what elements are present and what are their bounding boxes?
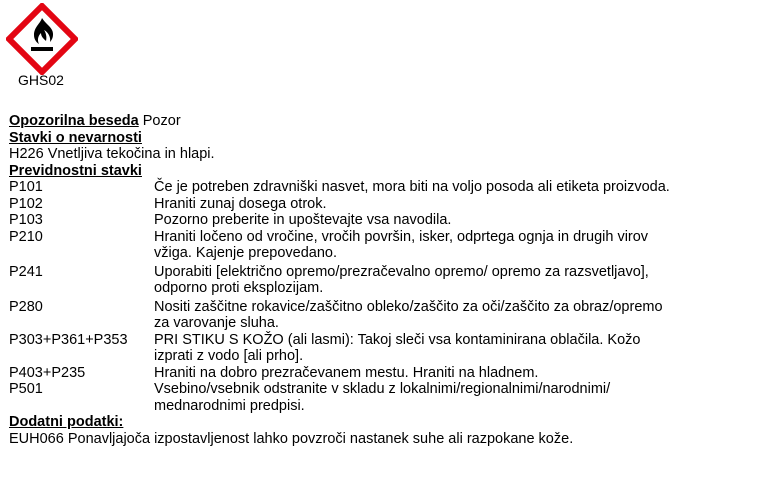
precautionary-code: P403+P235: [9, 364, 86, 381]
precautionary-text-line: odporno proti eksplozijam.: [154, 280, 324, 296]
precautionary-text-line: mednarodnimi predpisi.: [154, 397, 305, 414]
precautionary-code: P241: [9, 263, 43, 280]
precautionary-code: P102: [9, 195, 43, 212]
precautionary-text-line: vžiga. Kajenje prepovedano.: [154, 245, 337, 261]
precautionary-text-line: Uporabiti [električno opremo/prezračevalno opremo/ opremo za razsvetljavo],: [154, 263, 649, 280]
precautionary-code: P280: [9, 298, 43, 315]
precautionary-text: [154, 179, 757, 196]
precautionary-text: [154, 196, 757, 213]
precautionary-text-line: Hraniti ločeno od vročine, vročih površin, isker, odprtega ognja in drugih virov: [154, 228, 649, 245]
precautionary-item: [9, 381, 757, 414]
precautionary-item: [9, 212, 757, 229]
ghs02-pictogram: [6, 3, 78, 75]
precautionary-list: [9, 179, 757, 414]
precautionary-item: [9, 179, 757, 196]
signal-word-label: Opozorilna beseda: [9, 113, 139, 129]
precautionary-item: [9, 299, 757, 332]
flame-icon: [6, 3, 78, 75]
precautionary-text: [154, 264, 757, 297]
precautionary-text: [154, 381, 757, 414]
pictogram-code: GHS02: [18, 72, 64, 88]
precautionary-text-line: Hraniti zunaj dosega otrok.: [154, 195, 327, 212]
label-content: [9, 113, 757, 447]
precautionary-text: [154, 212, 757, 229]
precautionary-text-line: Pozorno preberite in upoštevajte vsa navodila.: [154, 212, 452, 228]
hazard-statement: H226 Vnetljiva tekočina in hlapi.: [9, 146, 215, 162]
signal-word-value: Pozor: [142, 113, 181, 129]
precautionary-text-line: Nositi zaščitne rokavice/zaščitno obleko/zaščito za oči/zaščito za obraz/opremo: [154, 298, 663, 315]
signal-word-line: [9, 113, 757, 130]
precautionary-code: P210: [9, 228, 43, 245]
precautionary-text-line: za varovanje sluha.: [154, 315, 279, 331]
precautionary-item: [9, 196, 757, 213]
precautionary-code: P303+P361+P353: [9, 331, 128, 348]
precautionary-code: P501: [9, 381, 43, 397]
additional-statement: EUH066 Ponavljajoča izpostavljenost lahko povzroči nastanek suhe ali razpokane kože.: [9, 430, 574, 447]
precautionary-item: [9, 332, 757, 365]
precautionary-code: P101: [9, 179, 43, 195]
hazard-heading: Stavki o nevarnosti: [9, 129, 142, 146]
precautionary-text: [154, 299, 757, 332]
precautionary-item: [9, 365, 757, 382]
precautionary-text: [154, 229, 757, 262]
precautionary-item: [9, 229, 757, 262]
precautionary-text: [154, 365, 757, 382]
precautionary-text-line: PRI STIKU S KOŽO (ali lasmi): Takoj sleči vsa kontaminirana oblačila. Kožo: [154, 331, 641, 348]
precautionary-text-line: Če je potreben zdravniški nasvet, mora biti na voljo posoda ali etiketa proizvoda.: [154, 179, 670, 195]
precautionary-heading: Previdnostni stavki: [9, 162, 142, 179]
additional-heading: Dodatni podatki:: [9, 414, 124, 430]
precautionary-code: P103: [9, 212, 43, 228]
precautionary-text-line: izprati z vodo [ali prho].: [154, 348, 304, 364]
precautionary-text: [154, 332, 757, 365]
precautionary-item: [9, 264, 757, 297]
precautionary-text-line: Vsebino/vsebnik odstranite v skladu z lokalnimi/regionalnimi/narodnimi/: [154, 381, 611, 397]
precautionary-text-line: Hraniti na dobro prezračevanem mestu. Hraniti na hladnem.: [154, 364, 539, 381]
